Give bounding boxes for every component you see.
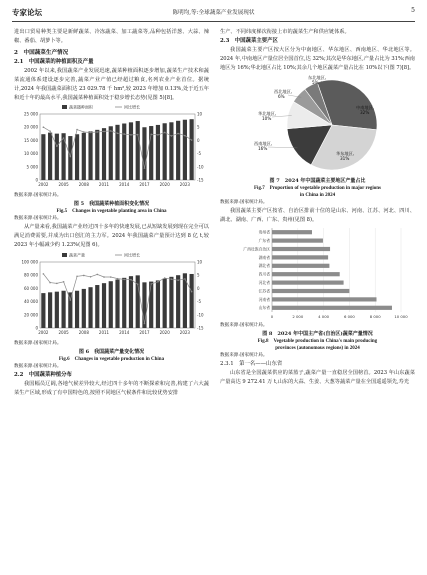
line-point <box>123 134 125 136</box>
x-tick-label: 2008 <box>78 330 89 336</box>
y2-tick-label: -10 <box>197 312 204 318</box>
bar <box>95 285 99 328</box>
category-label: 湖北省 <box>258 263 270 269</box>
x-tick-label: 2023 <box>179 182 190 188</box>
paragraph: 生产、不同纬度梯次衔接上市的蔬菜生产和供应链体系。 <box>220 29 350 35</box>
category-label: 广东省 <box>258 238 270 244</box>
figure-source: 数据来源:国家统计局。 <box>220 323 268 329</box>
x-tick-label: 2002 <box>38 330 49 336</box>
x-tick-label: 10 000 <box>394 314 408 320</box>
y-tick-label: 10 000 <box>24 151 38 157</box>
bar <box>272 256 328 260</box>
line-point <box>103 131 105 133</box>
line-point <box>144 323 146 325</box>
bar <box>82 289 86 328</box>
bar <box>48 292 52 328</box>
line-point <box>70 156 72 158</box>
line-point <box>123 279 125 281</box>
line-point <box>130 279 132 281</box>
x-tick-label: 2017 <box>139 330 150 336</box>
bar <box>272 281 344 285</box>
figure-source: 数据来源:国家统计局。 <box>14 341 62 347</box>
line-point <box>96 274 98 276</box>
bar <box>75 135 79 181</box>
paragraph: 山东省是全国蔬菜供应的菜篮子,蔬菜产量一直稳居全国榜首。2023 年山东蔬菜产量高达 9 272.41 万 t,山东的大蒜、生姜、大葱等蔬菜产量在全国遥遥领先,寿光 <box>220 370 415 386</box>
figure-source: 数据来源:国家统计局。 <box>220 199 268 205</box>
y-tick-label: 100 000 <box>21 259 38 265</box>
bar <box>190 274 194 328</box>
bar <box>272 273 340 277</box>
y2-tick-label: -5 <box>197 299 201 305</box>
x-tick-label: 2014 <box>119 182 130 188</box>
y-tick-label: 40 000 <box>24 299 38 305</box>
line-point <box>49 131 51 133</box>
line-point <box>150 134 152 136</box>
line-point <box>110 276 112 278</box>
y-tick-label: 0 <box>35 177 38 183</box>
bar <box>163 279 167 328</box>
y2-tick-label: -15 <box>197 325 204 331</box>
x-tick-label: 2005 <box>58 330 69 336</box>
bar <box>41 293 45 328</box>
page-number: 5 <box>411 7 415 14</box>
left-column <box>14 28 209 398</box>
line-point <box>150 283 152 285</box>
bar <box>169 277 173 328</box>
bar <box>176 275 180 328</box>
bar <box>102 283 106 328</box>
line-point <box>63 138 65 140</box>
slice-value: 5% <box>312 79 319 85</box>
slice-label: 中南地区, <box>356 104 375 110</box>
figure-caption: 图 5 我国蔬菜种植面积变化情况 <box>73 201 150 208</box>
line-point <box>117 278 119 280</box>
slice-value: 16% <box>258 145 268 151</box>
legend-swatch-bar <box>62 105 67 109</box>
x-tick-label: 2014 <box>119 330 130 336</box>
x-tick-label: 2 000 <box>292 314 304 320</box>
figure-source: 数据来源:国家统计局。 <box>14 216 62 222</box>
bar <box>82 133 86 180</box>
category-label: 江苏省 <box>258 288 270 294</box>
slice-label: 西北地区, <box>274 88 293 94</box>
slice-value: 10% <box>262 115 272 121</box>
y2-tick-label: 10 <box>197 259 203 265</box>
category-label: 贵州省 <box>258 230 270 236</box>
category-label: 河南省 <box>258 297 270 303</box>
line-point <box>191 291 193 293</box>
figure-caption: 图 7 2024 年中国蔬菜主要地区产量占比 <box>269 177 366 184</box>
bar <box>272 306 392 310</box>
figure-caption: 图 6 我国蔬菜产量变化情况 <box>78 349 145 356</box>
x-tick-label: 2008 <box>78 182 89 188</box>
subsection-heading: 2.2 中国蔬菜种植分布 <box>14 372 72 379</box>
y-tick-label: 0 <box>35 325 38 331</box>
line-point <box>90 276 92 278</box>
x-tick-label: 6 000 <box>343 314 355 320</box>
right-column <box>220 28 415 387</box>
figure-source: 数据来源:国家统计局。 <box>14 364 62 370</box>
line-point <box>49 282 51 284</box>
line-point <box>76 129 78 131</box>
line-point <box>83 275 85 277</box>
figure-caption-en: in China in 2024 <box>299 192 336 198</box>
subsection-heading: 2.3 中国蔬菜主要产区 <box>220 37 278 44</box>
line-point <box>130 134 132 136</box>
slice-value: 32% <box>360 109 370 115</box>
bar <box>142 282 146 328</box>
figure-6 <box>14 250 209 340</box>
bar <box>272 264 329 268</box>
x-tick-label: 2011 <box>98 330 110 336</box>
category-label: 广西壮族自治区 <box>243 246 270 252</box>
line-point <box>96 132 98 134</box>
category-label: 四川省 <box>258 272 270 278</box>
bar <box>68 293 72 329</box>
x-tick-label: 2020 <box>159 330 170 336</box>
line-point <box>164 277 166 279</box>
x-tick-label: 2020 <box>159 182 170 188</box>
line-point <box>83 132 85 134</box>
bar <box>156 281 160 329</box>
figure-caption-en: provinces (autonomous regions) in 2024 <box>275 346 360 352</box>
slice-label: 华北地区, <box>258 110 277 116</box>
category-label: 山东省 <box>258 305 270 311</box>
line-point <box>76 276 78 278</box>
bar <box>129 276 133 328</box>
bar <box>272 239 323 243</box>
legend-label: 同比增长 <box>124 252 140 258</box>
figure-caption-en: Fig.8 Vegetable production in China's main producing <box>257 339 378 345</box>
bar <box>88 287 92 328</box>
figure-caption-en: Fig.6 Changes in vegetable production in China <box>58 357 165 363</box>
slice-label: 东北地区, <box>308 74 327 80</box>
section-heading: 2 中国蔬菜生产情况 <box>14 49 69 56</box>
line-point <box>184 278 186 280</box>
x-tick-label: 2005 <box>58 182 69 188</box>
x-tick-label: 2017 <box>139 182 150 188</box>
bar <box>169 123 173 181</box>
legend-label: 同比增长 <box>124 104 140 110</box>
bar <box>109 127 113 181</box>
bar <box>183 120 187 180</box>
running-title: 陈明均,等:全球蔬菜产业发展现状 <box>172 10 255 16</box>
line-point <box>110 131 112 133</box>
y-tick-label: 80 000 <box>24 272 38 278</box>
region-pie-chart <box>220 73 415 177</box>
bar <box>102 129 106 181</box>
bar <box>88 132 92 181</box>
y-tick-label: 15 000 <box>24 138 38 144</box>
x-tick-label: 8 000 <box>369 314 381 320</box>
y2-tick-label: 10 <box>197 111 203 117</box>
line-point <box>157 281 159 283</box>
bar <box>156 125 160 180</box>
x-tick-label: 2002 <box>38 182 49 188</box>
x-tick-label: 4 000 <box>318 314 330 320</box>
figure-caption-en: Fig.7 Proportion of vegetable production in major regions <box>254 185 381 191</box>
y-tick-label: 5 000 <box>26 164 38 170</box>
bar <box>55 292 59 328</box>
slice-label: 西南地区, <box>254 140 273 146</box>
planting-area-chart <box>14 102 209 192</box>
bar <box>272 247 330 251</box>
line-point <box>171 279 173 281</box>
y2-tick-label: -10 <box>197 164 204 170</box>
line-point <box>164 132 166 134</box>
production-chart <box>14 250 209 340</box>
slice-value: 31% <box>340 155 350 161</box>
bar <box>149 282 153 328</box>
bar <box>41 135 45 181</box>
category-label: 湖南省 <box>258 255 270 261</box>
figure-source: 数据来源:国家统计局。 <box>220 353 268 359</box>
figure-caption: 图 8 2024 年中国主产省(自治区)蔬菜产量情况 <box>262 331 373 338</box>
line-point <box>43 273 45 275</box>
paragraph: 我国蔬菜主要产区按省、自治区排前十位的是山东、河南、江苏、河北、四川、湖北、湖南、广西、广东、贵州(见图 8)。 <box>220 207 415 223</box>
figure-7 <box>220 73 415 177</box>
paragraph: 从产量来看,我国蔬菜产业经过四十多年的快速发展,已从短缺发展到现在完全可以满足消费需要,并成为出口创汇的主力军。2024 年我国蔬菜产量预计达到 8 亿 t,较 2023 年小幅减少约 1.23%(见图 6)。 <box>14 224 209 249</box>
journal-section: 专家论坛 <box>12 8 42 17</box>
page-header <box>12 7 415 22</box>
bar <box>109 281 113 328</box>
line-point <box>177 280 179 282</box>
line-point <box>63 281 65 283</box>
bar <box>75 291 79 328</box>
bar <box>190 120 194 181</box>
y-tick-label: 25 000 <box>24 111 38 117</box>
y2-tick-label: 5 <box>197 272 200 278</box>
paragraph: 进出口贸易种类主要是新鲜蔬菜、冷冻蔬菜、加工蔬菜等,品种包括洋葱、大蒜、辣椒、番茄、胡萝卜等。 <box>14 29 209 44</box>
y2-tick-label: 5 <box>197 125 200 131</box>
paragraph: 我国蔬菜主要产区按大区分为中南地区、华东地区、西南地区、华北地区等。2024 年,中南地区产量位居全国首位,达 32%;其次是华东地区,产量占比为 31%;西南地区为 16%;华北地区占比 10%;其余几个地区蔬菜产量占比在 10%以下(图 7)[8]。 <box>220 46 415 71</box>
y-tick-label: 60 000 <box>24 286 38 292</box>
paragraph: 2002 年以来,我国蔬菜产业发展迅速,蔬菜种植面积逐步增加,蔬菜生产技术和蔬菜流通体系建设逐步完善,蔬菜产业产值已经超过粮食,名列农业产业首位。据统计,2024 年我国蔬菜面积达 23 029.78 千 hm²,较 2023 年增加 0.13%,处于近五年和近十年的最高水平,我国蔬菜种植面积处于稳步增长态势(见图 5)[8]。 <box>14 67 209 101</box>
bar <box>122 124 126 180</box>
y2-tick-label: -5 <box>197 151 201 157</box>
figure-8 <box>220 224 415 322</box>
bar <box>55 134 59 180</box>
line-point <box>157 134 159 136</box>
y-tick-label: 20 000 <box>24 125 38 131</box>
bar <box>142 128 146 181</box>
line-point <box>117 133 119 135</box>
x-tick-label: 0 <box>270 314 274 320</box>
y-tick-label: 20 000 <box>24 312 38 318</box>
bar <box>122 278 126 328</box>
line-point <box>184 135 186 137</box>
line-point <box>177 133 179 135</box>
province-bar-chart <box>220 224 415 322</box>
subsection-heading: 2.3.1 第一名——山东省 <box>220 361 283 368</box>
bar <box>272 298 376 302</box>
line-point <box>90 132 92 134</box>
line-point <box>137 134 139 136</box>
category-label: 河北省 <box>258 280 270 286</box>
y2-tick-label: 0 <box>197 286 200 292</box>
legend-label: 蔬菜产量 <box>69 252 85 258</box>
slice-value: 6% <box>278 93 285 99</box>
line-point <box>171 136 173 138</box>
slice-label: 华东地区, <box>336 150 355 156</box>
x-tick-label: 2011 <box>98 182 110 188</box>
subsection-heading: 2.1 中国蔬菜的种植面积及产量 <box>14 58 94 65</box>
bar <box>129 123 133 181</box>
x-tick-label: 2023 <box>179 330 190 336</box>
legend-label: 蔬菜播种面积 <box>69 104 93 110</box>
bar <box>61 291 65 328</box>
y2-tick-label: -15 <box>197 177 204 183</box>
line-point <box>70 299 72 301</box>
bar <box>272 231 312 235</box>
line-point <box>56 283 58 285</box>
line-point <box>191 140 193 142</box>
line-point <box>56 146 58 148</box>
bar <box>95 130 99 180</box>
legend-swatch-bar <box>62 253 67 257</box>
bar <box>115 280 119 329</box>
figure-5 <box>14 102 209 192</box>
line-point <box>144 168 146 170</box>
bar <box>68 137 72 181</box>
line-point <box>43 127 45 129</box>
bar <box>176 121 180 180</box>
figure-source: 数据来源:国家统计局。 <box>14 193 62 199</box>
paragraph: 我国幅员辽阔,各地气候差异较大,经过四十多年的不断探索和完善,构建了六大蔬菜生产区域,形成了有中国特色的,按照不同地区气候条件和比较优势安排 <box>14 381 209 397</box>
line-point <box>137 284 139 286</box>
bar <box>136 121 140 180</box>
bar <box>272 289 349 293</box>
figure-caption-en: Fig.5 Changes in vegetable planting area in China <box>56 209 167 215</box>
line-point <box>103 276 105 278</box>
y2-tick-label: 0 <box>197 138 200 144</box>
bar <box>48 133 52 180</box>
